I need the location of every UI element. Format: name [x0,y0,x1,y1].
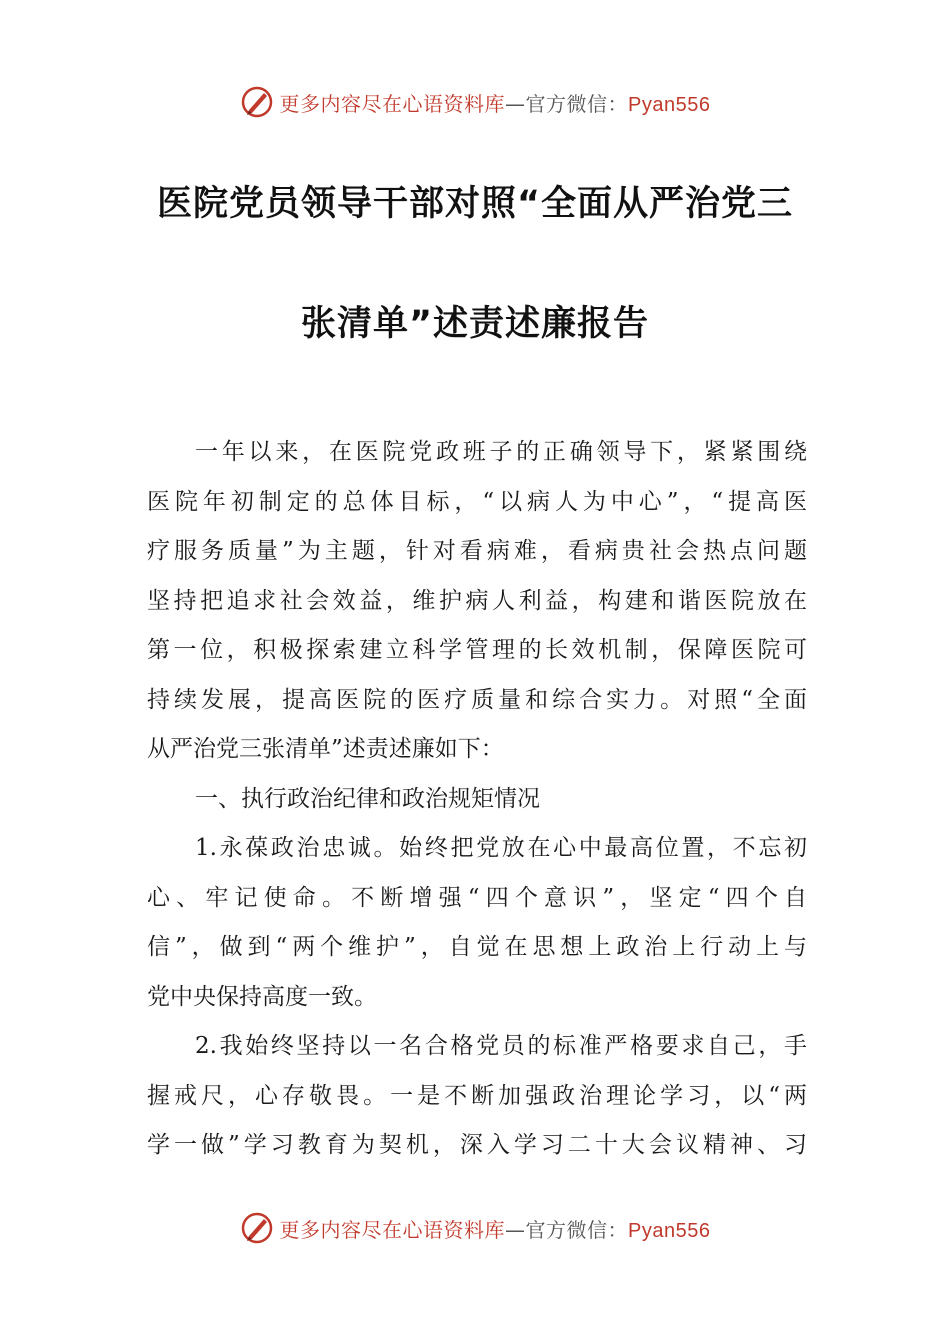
body-line: 持续发展，提高医院的医疗质量和综合实力。对照“全面 [147,686,807,713]
watermark-main: 更多内容尽在心语资料库 [279,1217,506,1242]
body-line: 心、牢记使命。不断增强“四个意识”，坚定“四个自 [147,884,807,911]
body-line: 信”，做到“两个维护”，自觉在思想上政治上行动上与 [147,934,807,960]
body-line: 疗服务质量”为主题，针对看病难，看病贵社会热点问题 [147,538,807,564]
watermark-footer [0,1208,950,1248]
section-heading: 一、执行政治纪律和政治规矩情况 [195,785,540,812]
body-line: 学一做”学习教育为契机，深入学习二十大会议精神、习 [147,1132,807,1158]
watermark-dash: — [505,1217,526,1242]
body-line: 2.我始终坚持以一名合格党员的标准严格要求自己，手 [195,1033,807,1059]
body-line: 坚持把追求社会效益，维护病人利益，构建和谐医院放在 [147,587,807,614]
body-line: 医院年初制定的总体目标，“以病人为中心”，“提高医 [147,488,807,515]
body-line: 一年以来，在医院党政班子的正确领导下，紧紧围绕 [195,439,807,465]
watermark-text [280,1214,711,1243]
document-title-line-2: 张清单”述责述廉报告 [300,304,649,344]
body-line: 1.永葆政治忠诚。始终把党放在心中最高位置，不忘初 [195,835,807,861]
body-line: 从严治党三张清单”述责述廉如下： [147,736,504,762]
body-line: 第一位，积极探索建立科学管理的长效机制，保障医院可 [147,637,807,663]
watermark-header [0,82,950,122]
watermark-wechat-label: 官方微信： [525,1217,629,1242]
watermark-wechat-label: 官方微信： [525,91,629,116]
body-line: 党中央保持高度一致。 [147,983,377,1010]
body-line: 握戒尺，心存敬畏。一是不断加强政治理论学习，以“两 [147,1082,807,1109]
watermark-wechat-id: Pyan556 [628,93,711,116]
watermark-wechat-id: Pyan556 [628,1219,711,1242]
watermark-main: 更多内容尽在心语资料库 [279,91,506,116]
watermark-text [280,88,711,117]
pen-logo-icon [240,85,274,119]
pen-logo-icon [240,1211,274,1245]
document-body [147,428,807,1171]
document-title-line-1: 医院党员领导干部对照“全面从严治党三 [156,184,793,224]
watermark-dash: — [505,91,526,116]
